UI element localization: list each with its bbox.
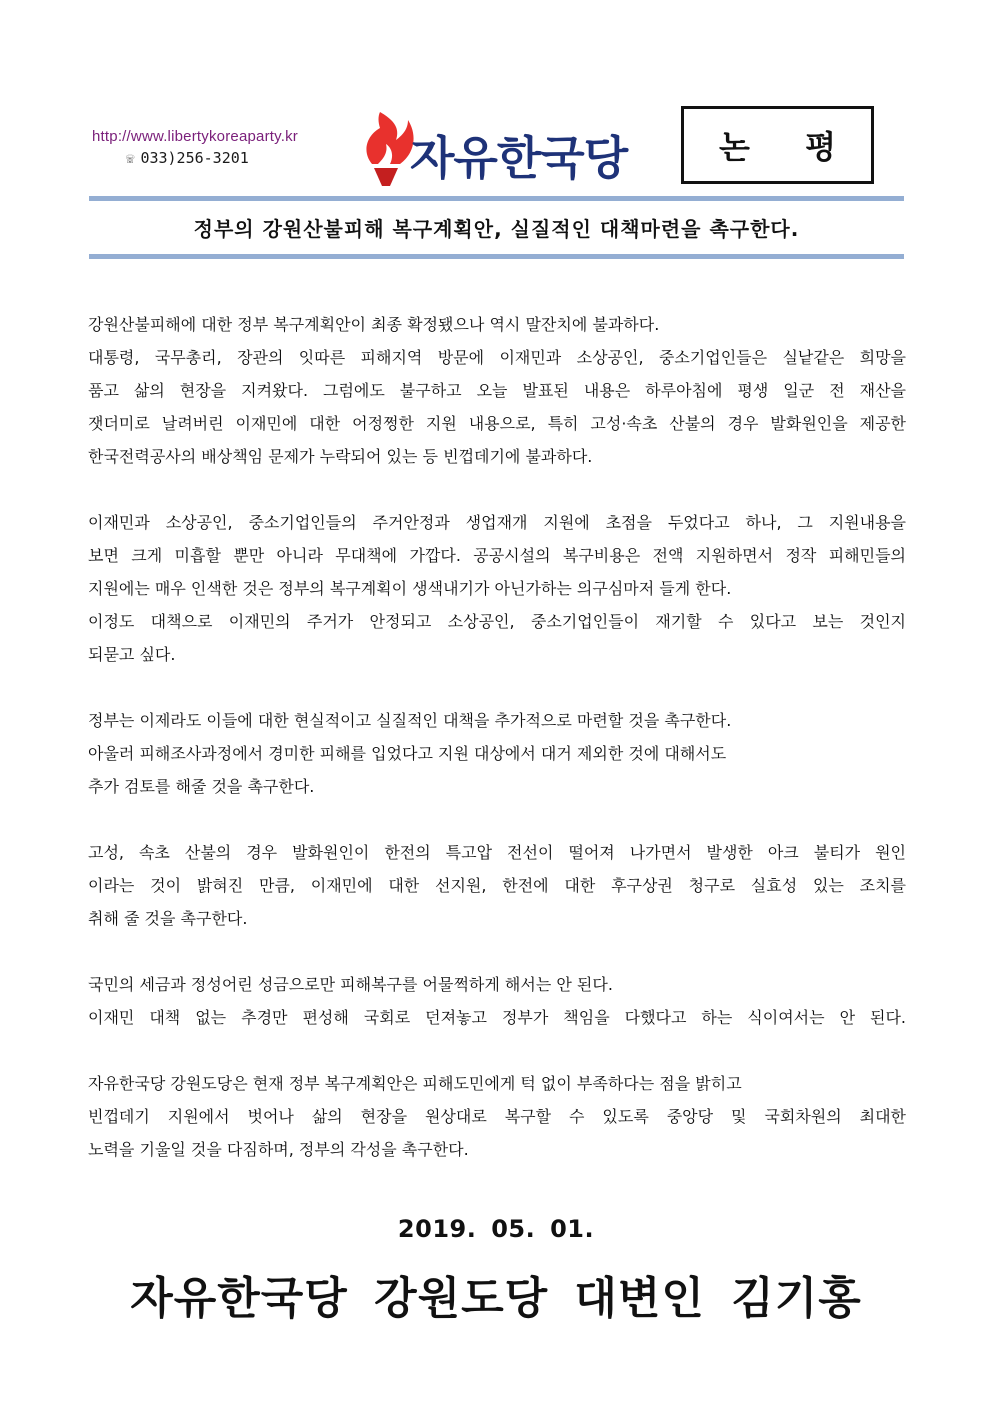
paragraph-line: 정부는 이제라도 이들에 대한 현실적이고 실질적인 대책을 추가적으로 마련할 것을 촉구한다. [88,711,732,730]
paragraph-line: 국민의 세금과 정성어린 성금으로만 피해복구를 어물쩍하게 해서는 안 된다. [88,975,613,994]
phone-icon: ☏ [126,151,135,167]
paragraph-line: 추가 검토를 해줄 것을 촉구한다. [88,777,315,796]
title-rule-top [89,196,904,201]
phone-number-row [126,149,352,167]
body-text [88,308,906,1199]
paragraph-line: 노력을 기울일 것을 다짐하며, 정부의 각성을 촉구한다. [88,1140,469,1159]
paragraph-line: 이라는 것이 밝혀진 만큼, 이재민에 대한 선지원, 한전에 대한 후구상권 청구로 실효성 있는 조치를 [88,876,906,895]
letterhead [88,106,906,192]
paragraph-line: 보면 크게 미흡할 뿐만 아니라 무대책에 가깝다. 공공시설의 복구비용은 전액 지원하면서 정작 피해민들의 [88,546,906,565]
paragraph-line: 아울러 피해조사과정에서 경미한 피해를 입었다고 지원 대상에서 대거 제외한 것에 대해서도 [88,744,727,763]
paragraph-line: 빈껍데기 지원에서 벗어나 삶의 현장을 원상대로 복구할 수 있도록 중앙당 및 국회차원의 최대한 [88,1107,906,1126]
paragraph-line: 취해 줄 것을 촉구한다. [88,909,248,928]
document-title: 정부의 강원산불피해 복구계획안, 실질적인 대책마련을 촉구한다. [193,217,800,241]
paragraph [88,836,906,935]
paragraph [88,704,906,803]
paragraph-line: 고성, 속초 산불의 경우 발화원인이 한전의 특고압 전선이 떨어져 나가면서 발생한 아크 불티가 원인 [88,843,906,862]
paragraph-line: 한국전력공사의 배상책임 문제가 누락되어 있는 등 빈껍데기에 불과하다. [88,447,593,466]
paragraph-line: 자유한국당 강원도당은 현재 정부 복구계획안은 피해도민에게 턱 없이 부족하다는 점을 밝히고 [88,1074,742,1093]
paragraph-line: 지원에는 매우 인색한 것은 정부의 복구계획이 생색내기가 아닌가하는 의구심마저 들게 한다. [88,579,732,598]
paragraph [88,506,906,671]
paragraph-line: 잿더미로 날려버린 이재민에 대한 어정쩡한 지원 내용으로, 특히 고성·속초 산불의 경우 발화원인을 제공한 [88,414,906,433]
paragraph-line: 이재민과 소상공인, 중소기업인들의 주거안정과 생업재개 지원에 초점을 두었다고 하나, 그 지원내용을 [88,513,906,532]
paragraph-line: 이재민 대책 없는 추경만 편성해 국회로 던져놓고 정부가 책임을 다했다고 하는 식이여서는 안 된다. [88,1008,906,1027]
document-type-box [681,106,874,184]
paragraph [88,1067,906,1166]
release-date: 2019. 05. 01. [397,1215,595,1243]
paragraph [88,308,906,473]
paragraph-line: 품고 삶의 현장을 지켜왔다. 그럼에도 불구하고 오늘 발표된 내용은 하루아침에 평생 일군 전 재산을 [88,381,906,400]
spokesperson-signature: 자유한국당 강원도당 대변인 김기홍 [130,1273,862,1324]
paragraph-line: 대통령, 국무총리, 장관의 잇따른 피해지역 방문에 이재민과 소상공인, 중소기업인들은 실낱같은 희망을 [88,348,906,367]
title-rule-bottom [89,254,904,259]
paragraph [88,968,906,1034]
party-name-logo-text: 자유한국당 [410,131,628,185]
website-url[interactable]: http://www.libertykoreaparty.kr [92,128,298,145]
contact-info [92,128,352,167]
paragraph-line: 강원산불피해에 대한 정부 복구계획안이 최종 확정됐으나 역시 말잔치에 불과하다. [88,315,660,334]
paragraph-line: 되묻고 싶다. [88,645,176,664]
document-type-label: 논 평 [719,128,858,166]
party-logo [360,106,630,192]
phone-number: 033)256-3201 [140,149,249,167]
paragraph-line: 이정도 대책으로 이재민의 주거가 안정되고 소상공인, 중소기업인들이 재기할 수 있다고 보는 것인지 [88,612,906,631]
